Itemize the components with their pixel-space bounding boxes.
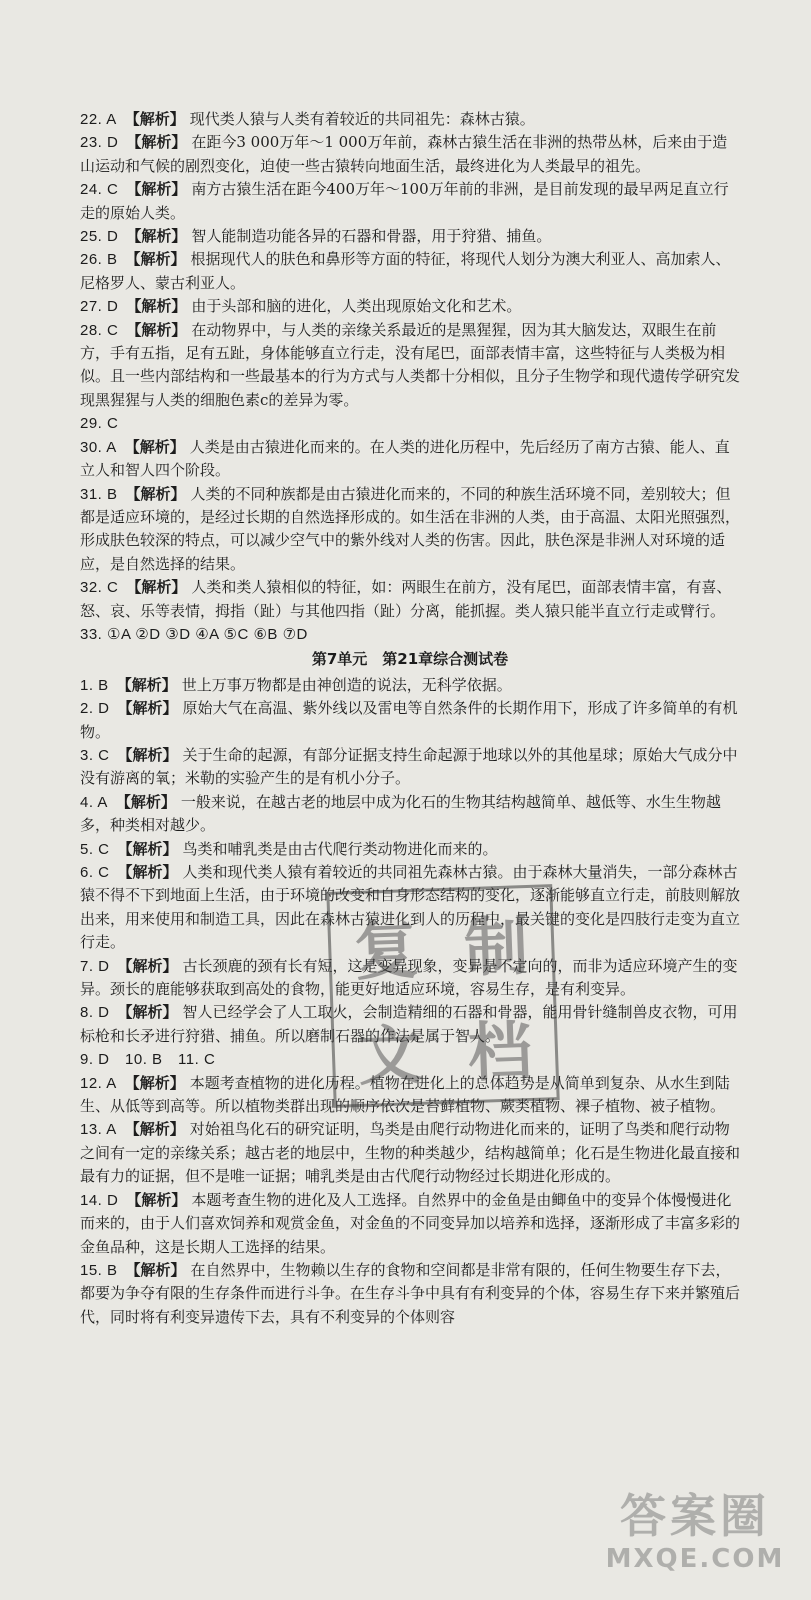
answer-item: [80, 674, 740, 697]
answer-item: [80, 108, 740, 131]
analysis-text: 智人能制造功能各异的石器和骨器，用于狩猎、捕鱼。: [191, 227, 552, 246]
answer-number: 1. B: [80, 676, 109, 694]
analysis-text: 本题考查生物的进化及人工选择。自然界中的金鱼是由鲫鱼中的变异个体慢慢进化而来的，由于人们喜欢饲养和观赏金鱼，对金鱼的不同变异加以培养和选择，逐渐形成了丰富多彩的金鱼品种，这是长期人工选择的结果。: [80, 1190, 741, 1256]
analysis-tag: 【解析】: [126, 227, 187, 246]
answer-page: [80, 108, 740, 1329]
analysis-tag: 【解析】: [124, 437, 185, 456]
answer-item: [80, 131, 740, 178]
analysis-text: 根据现代人的肤色和鼻形等方面的特征，将现代人划分为澳大利亚人、高加索人、尼格罗人、蒙古利亚人。: [80, 250, 731, 292]
analysis-tag: 【解析】: [117, 1003, 178, 1022]
analysis-tag: 【解析】: [125, 484, 186, 503]
answer-number: 27. D: [80, 298, 119, 316]
answer-number: 33. ①A ②D ③D ④A ⑤C ⑥B ⑦D: [80, 625, 308, 643]
answer-item: [80, 412, 740, 435]
stamp-char: 档: [466, 1014, 534, 1091]
answer-number: 28. C: [80, 321, 119, 339]
analysis-tag: 【解析】: [124, 1073, 185, 1092]
answer-item: [80, 295, 740, 318]
analysis-tag: 【解析】: [117, 839, 178, 858]
analysis-tag: 【解析】: [117, 699, 178, 718]
analysis-text: 一般来说，在越古老的地层中成为化石的生物其结构越简单、越低等、水生生物越多，种类相对越少。: [80, 792, 721, 835]
answer-number: 5. C: [80, 840, 110, 858]
analysis-text: 人类是由古猿进化而来的。在人类的进化历程中，先后经历了南方古猿、能人、直立人和智人四个阶段。: [80, 437, 730, 480]
answer-number: 12. A: [80, 1074, 117, 1092]
answer-list-part-1: [80, 108, 740, 646]
analysis-tag: 【解析】: [126, 297, 187, 316]
answer-number: 24. C: [80, 181, 119, 199]
analysis-text: 南方古猿生活在距今400万年～100万年前的非洲，是目前发现的最早两足直立行走的原始人类。: [80, 180, 729, 222]
answer-number: 4. A: [80, 793, 108, 811]
answer-number: 8. D: [80, 1004, 110, 1022]
answer-number: 25. D: [80, 228, 119, 246]
analysis-text: 关于生命的起源，有部分证据支持生命起源于地球以外的其他星球；原始大气成分中没有游离的氧；米勒的实验产生的是有机小分子。: [80, 745, 738, 788]
analysis-text: 原始大气在高温、紫外线以及雷电等自然条件的长期作用下，形成了许多简单的有机物。: [80, 699, 738, 741]
analysis-tag: 【解析】: [126, 133, 187, 152]
answer-number: 22. A: [80, 111, 117, 128]
answer-number: 31. B: [80, 485, 118, 503]
analysis-tag: 【解析】: [124, 1120, 185, 1139]
answer-item: [80, 697, 740, 744]
analysis-text: 本题考查植物的进化历程。植物在进化上的总体趋势是从简单到复杂、从水生到陆生、从低等到高等。所以植物类群出现的顺序依次是苔藓植物、蕨类植物、裸子植物、被子植物。: [80, 1073, 730, 1116]
watermark-title: 答案圈: [620, 1489, 770, 1543]
watermark-logo: [590, 1488, 800, 1588]
answer-item: [80, 1189, 740, 1259]
answer-number: 3. C: [80, 746, 110, 764]
answer-item: [80, 1259, 740, 1329]
analysis-tag: 【解析】: [117, 956, 178, 975]
analysis-text: 古长颈鹿的颈有长有短，这是变异现象，变异是不定向的，而非为适应环境产生的变异。颈长的鹿能够获取到高处的食物，能更好地适应环境，容易生存，是有利变异。: [80, 956, 738, 999]
analysis-text: 在距今3 000万年～1 000万年前，森林古猿生活在非洲的热带丛林，后来由于造山运动和气候的剧烈变化，迫使一些古猿转向地面生活，最终进化为人类最早的祖先。: [80, 133, 728, 175]
answer-item: [80, 791, 740, 838]
answer-number: 14. D: [80, 1191, 119, 1209]
answer-number: 30. A: [80, 438, 117, 456]
answer-item: [80, 319, 740, 413]
answer-item: [80, 1118, 740, 1188]
analysis-text: 人类和类人猿相似的特征，如：两眼生在前方，没有尾巴，面部表情丰富，有喜、怒、哀、乐等表情，拇指（趾）与其他四指（趾）分离，能抓握。类人猿只能半直立行走或臂行。: [80, 578, 732, 620]
answer-item: [80, 483, 740, 577]
answer-item: [80, 838, 740, 861]
answer-number: 29. C: [80, 415, 119, 433]
answer-number: 7. D: [80, 957, 110, 975]
watermark-url: MXQE.COM: [605, 1544, 785, 1574]
answer-number: 26. B: [80, 251, 118, 269]
analysis-text: 在动物界中，与人类的亲缘关系最近的是黑猩猩，因为其大脑发达，双眼生在前方，手有五指，足有五趾，身体能够直立行走，没有尾巴，面部表情丰富，这些特征与人类极为相似。且一些内部结构和一些最基本的行为方式与人类都十分相似，且分子生物学和现代遗传学研究发现黑猩猩与人类的细胞色素c的差异为零。: [80, 320, 741, 409]
answer-item: [80, 248, 740, 295]
analysis-tag: 【解析】: [126, 578, 187, 597]
answer-number: 32. C: [80, 579, 119, 597]
answer-item: [80, 225, 740, 248]
analysis-text: 世上万事万物都是由神创造的说法，无科学依据。: [181, 675, 512, 694]
analysis-text: 对始祖鸟化石的研究证明，鸟类是由爬行动物进化而来的，证明了鸟类和爬行动物之间有一定的亲缘关系；越古老的地层中，生物的种类越少，结构越简单；化石是生物进化最直接和最有力的证据，但不是唯一证据；哺乳类是由古代爬行动物经过长期进化形成的。: [80, 1120, 741, 1186]
analysis-text: 人类的不同种族都是由古猿进化而来的，不同的种族生活环境不同，差别较大；但都是适应环境的，是经过长期的自然选择形成的。如生活在非洲的人类，由于高温、太阳光照强烈，形成肤色较深的特点，可以减少空气中的紫外线对人类的伤害。因此，肤色深是非洲人对环境的适应，是自然选择的结果。: [80, 484, 741, 573]
answer-item: [80, 744, 740, 791]
analysis-text: 在自然界中，生物赖以生存的食物和空间都是非常有限的，任何生物要生存下去，都要为争夺有限的生存条件而进行斗争。在生存斗争中具有有利变异的个体，容易生存下来并繁殖后代，同时将有利变异遗传下去，具有不利变异的个体则容: [80, 1260, 741, 1326]
stamp-char: 复: [353, 913, 420, 990]
analysis-tag: 【解析】: [125, 1260, 186, 1279]
stamp-char: 制: [463, 909, 530, 986]
answer-item: [80, 576, 740, 623]
analysis-tag: 【解析】: [126, 180, 187, 199]
analysis-tag: 【解析】: [116, 675, 177, 694]
analysis-text: 现代类人猿与人类有着较近的共同祖先：森林古猿。: [189, 110, 535, 128]
answer-item: [80, 623, 740, 646]
answer-number: 23. D: [80, 134, 119, 152]
analysis-tag: 【解析】: [126, 320, 187, 339]
stamp-char: 文: [356, 1018, 424, 1095]
analysis-text: 由于头部和脑的进化，人类出现原始文化和艺术。: [191, 297, 522, 316]
analysis-tag: 【解析】: [125, 250, 186, 269]
answer-item: [80, 436, 740, 483]
analysis-tag: 【解析】: [126, 1190, 187, 1209]
answer-number: 2. D: [80, 700, 110, 718]
analysis-text: 鸟类和哺乳类是由古代爬行类动物进化而来的。: [182, 839, 498, 858]
answer-number: 6. C: [80, 864, 110, 881]
analysis-tag: 【解析】: [115, 792, 176, 811]
answer-number: 15. B: [80, 1261, 118, 1279]
answer-number: 13. A: [80, 1121, 117, 1139]
seal-stamp: [326, 884, 559, 1108]
analysis-tag: 【解析】: [117, 863, 178, 881]
analysis-text: 智人已经学会了人工取火，会制造精细的石器和骨器，能用骨针缝制兽皮衣物，可用标枪和长矛进行狩猎、捕鱼。所以磨制石器的作法是属于智人。: [80, 1003, 738, 1045]
analysis-text: 人类和现代类人猿有着较近的共同祖先森林古猿。由于森林大量消失，一部分森林古猿不得不下到地面上生活，由于环境的改变和自身形态结构的变化，逐渐能够直立行走，前肢则解放出来，用来使用和制造工具，因此在森林古猿进化到人的历程中，最关键的变化是四肢行走变为直立行走。: [80, 863, 741, 952]
section-title: 第7单元 第21章综合测试卷: [311, 650, 509, 669]
analysis-tag: 【解析】: [124, 110, 185, 128]
answer-number: 9. D 10. B 11. C: [80, 1051, 216, 1069]
answer-item: [80, 178, 740, 225]
analysis-tag: 【解析】: [117, 745, 178, 764]
